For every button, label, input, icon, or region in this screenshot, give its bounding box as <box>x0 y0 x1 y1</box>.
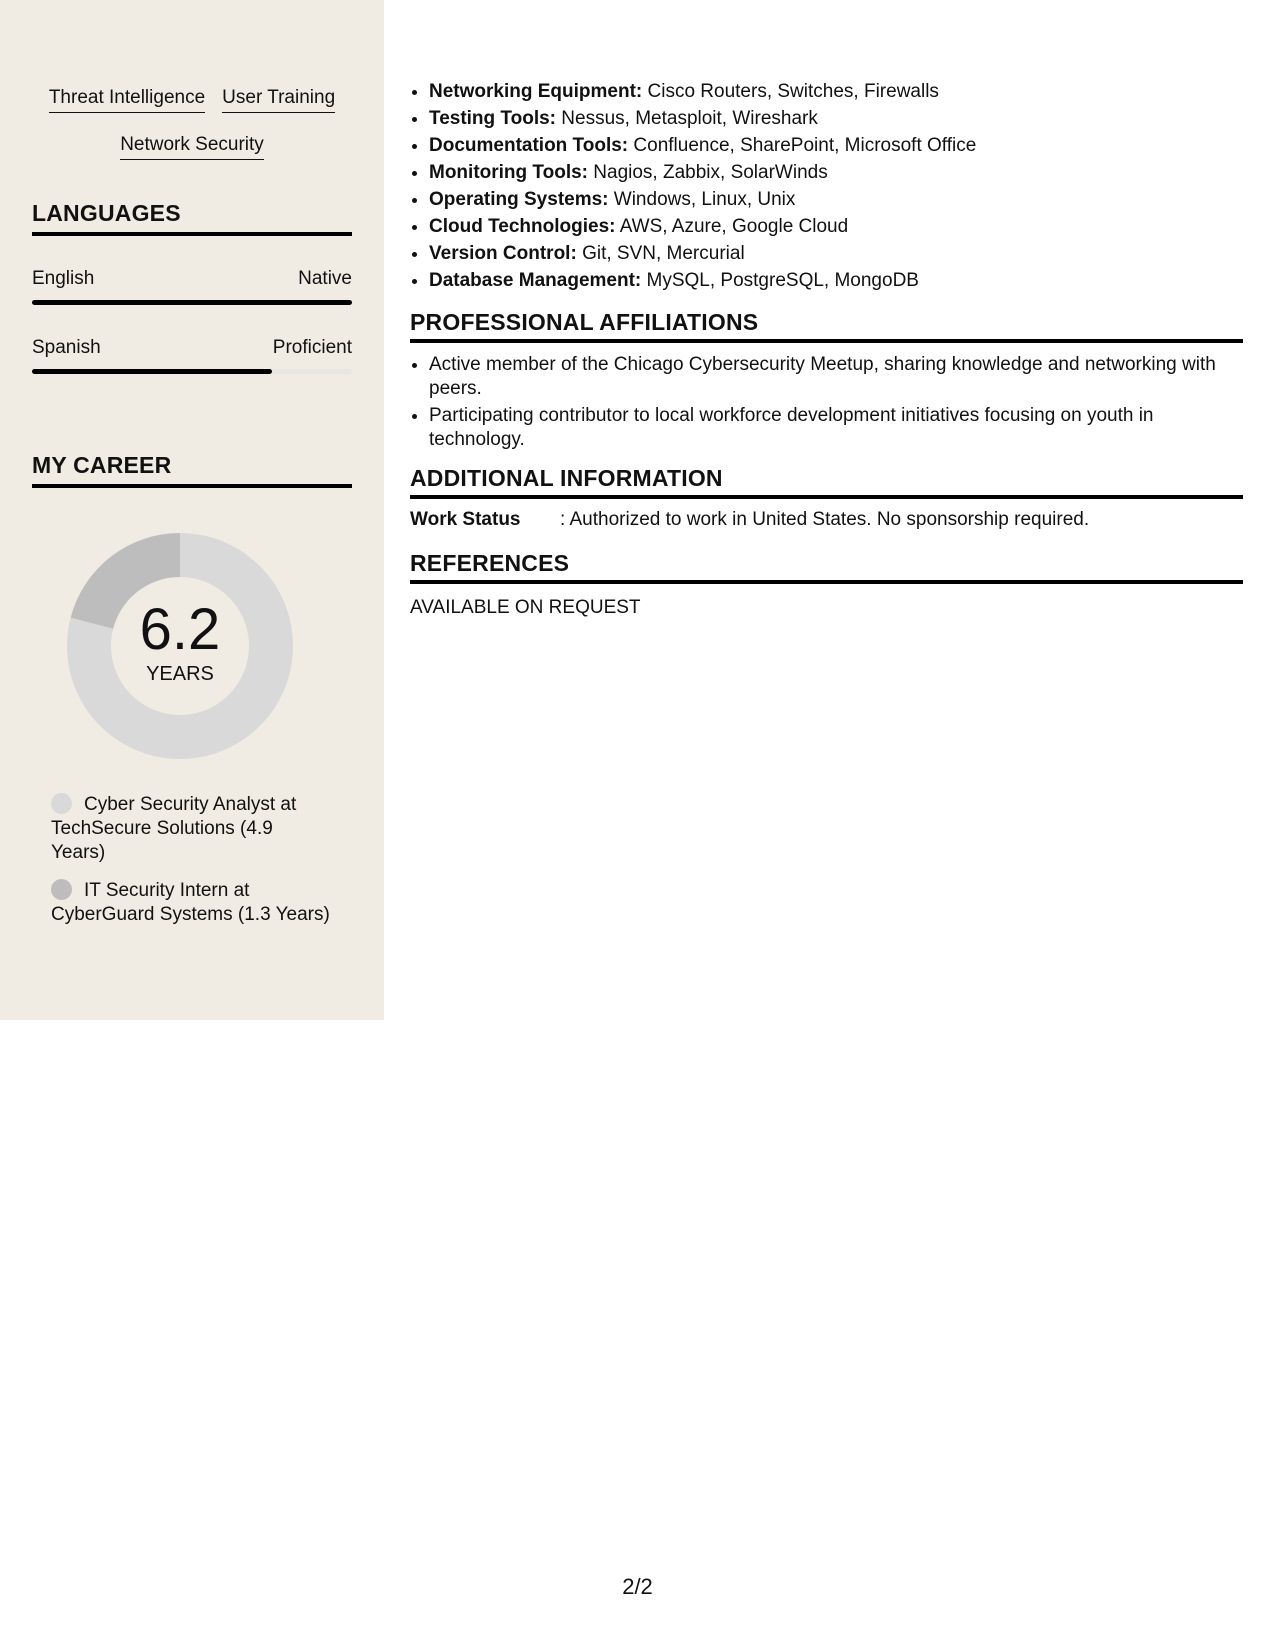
tool-category: Documentation Tools: <box>429 135 629 156</box>
list-item <box>429 105 1243 132</box>
tool-category: Database Management: <box>429 270 642 291</box>
skill-tags <box>32 86 352 160</box>
references-text: AVAILABLE ON REQUEST <box>410 597 641 618</box>
list-item <box>429 267 1243 294</box>
languages-heading: LANGUAGES <box>32 200 352 236</box>
list-item <box>429 240 1243 267</box>
legend-dot <box>51 879 72 900</box>
work-status-value: : Authorized to work in United States. No sponsorship required. <box>560 509 1090 530</box>
language-english <box>32 267 352 305</box>
skill-tag: Network Security <box>120 133 264 160</box>
list-item <box>429 78 1243 105</box>
affiliations-list <box>410 353 1243 452</box>
career-item <box>51 793 331 865</box>
work-status-row <box>410 508 1243 532</box>
tool-category: Testing Tools: <box>429 108 557 129</box>
career-heading: MY CAREER <box>32 452 352 488</box>
tool-values: Nessus, Metasploit, Wireshark <box>556 108 818 129</box>
tools-list <box>410 78 1243 294</box>
legend-dot <box>51 793 72 814</box>
language-bar-fill <box>32 369 272 374</box>
tool-values: Confluence, SharePoint, Microsoft Office <box>628 135 977 156</box>
career-item <box>51 879 331 927</box>
language-bar-fill <box>32 300 352 305</box>
list-item <box>429 213 1243 240</box>
sidebar <box>0 0 384 1020</box>
tool-category: Networking Equipment: <box>429 81 643 102</box>
tool-values: MySQL, PostgreSQL, MongoDB <box>641 270 919 291</box>
language-name: English <box>32 268 95 289</box>
list-item <box>429 132 1243 159</box>
tool-values: Git, SVN, Mercurial <box>576 243 745 264</box>
tool-category: Version Control: <box>429 243 577 264</box>
language-level: Native <box>298 268 352 289</box>
references-heading: REFERENCES <box>410 550 1243 584</box>
career-total-unit: YEARS <box>146 663 214 685</box>
tool-category: Monitoring Tools: <box>429 162 588 183</box>
career-item-label: IT Security Intern at CyberGuard Systems (1.3 Years) <box>51 880 330 925</box>
career-legend <box>51 793 331 941</box>
language-spanish <box>32 336 352 374</box>
page-number: 2/2 <box>622 1574 653 1599</box>
career-item-label: Cyber Security Analyst at TechSecure Solutions (4.9 Years) <box>51 794 297 863</box>
list-item: • Active member of the Chicago Cybersecurity Meetup, sharing knowledge and networking with peers. <box>429 353 1243 401</box>
list-item <box>429 186 1243 213</box>
work-status-label: Work Status <box>410 509 521 530</box>
skill-tag: Threat Intelligence <box>49 86 205 113</box>
career-total-value: 6.2 <box>139 597 221 662</box>
list-item <box>429 159 1243 186</box>
main-content <box>410 78 1243 620</box>
career-donut <box>67 533 293 759</box>
tool-values: Windows, Linux, Unix <box>608 189 796 210</box>
tool-values: Cisco Routers, Switches, Firewalls <box>642 81 939 102</box>
language-bar <box>32 300 352 305</box>
language-level: Proficient <box>272 337 352 358</box>
list-item: • Participating contributor to local workforce development initiatives focusing on youth in technology. <box>429 404 1243 452</box>
language-name: Spanish <box>32 337 101 358</box>
tool-values: Nagios, Zabbix, SolarWinds <box>588 162 828 183</box>
additional-info-heading: ADDITIONAL INFORMATION <box>410 465 1243 499</box>
language-bar <box>32 369 352 374</box>
tool-category: Cloud Technologies: <box>429 216 616 237</box>
tool-category: Operating Systems: <box>429 189 609 210</box>
affiliations-heading: PROFESSIONAL AFFILIATIONS <box>410 309 1243 343</box>
tool-values: AWS, Azure, Google Cloud <box>615 216 849 237</box>
skill-tag: User Training <box>222 86 335 113</box>
